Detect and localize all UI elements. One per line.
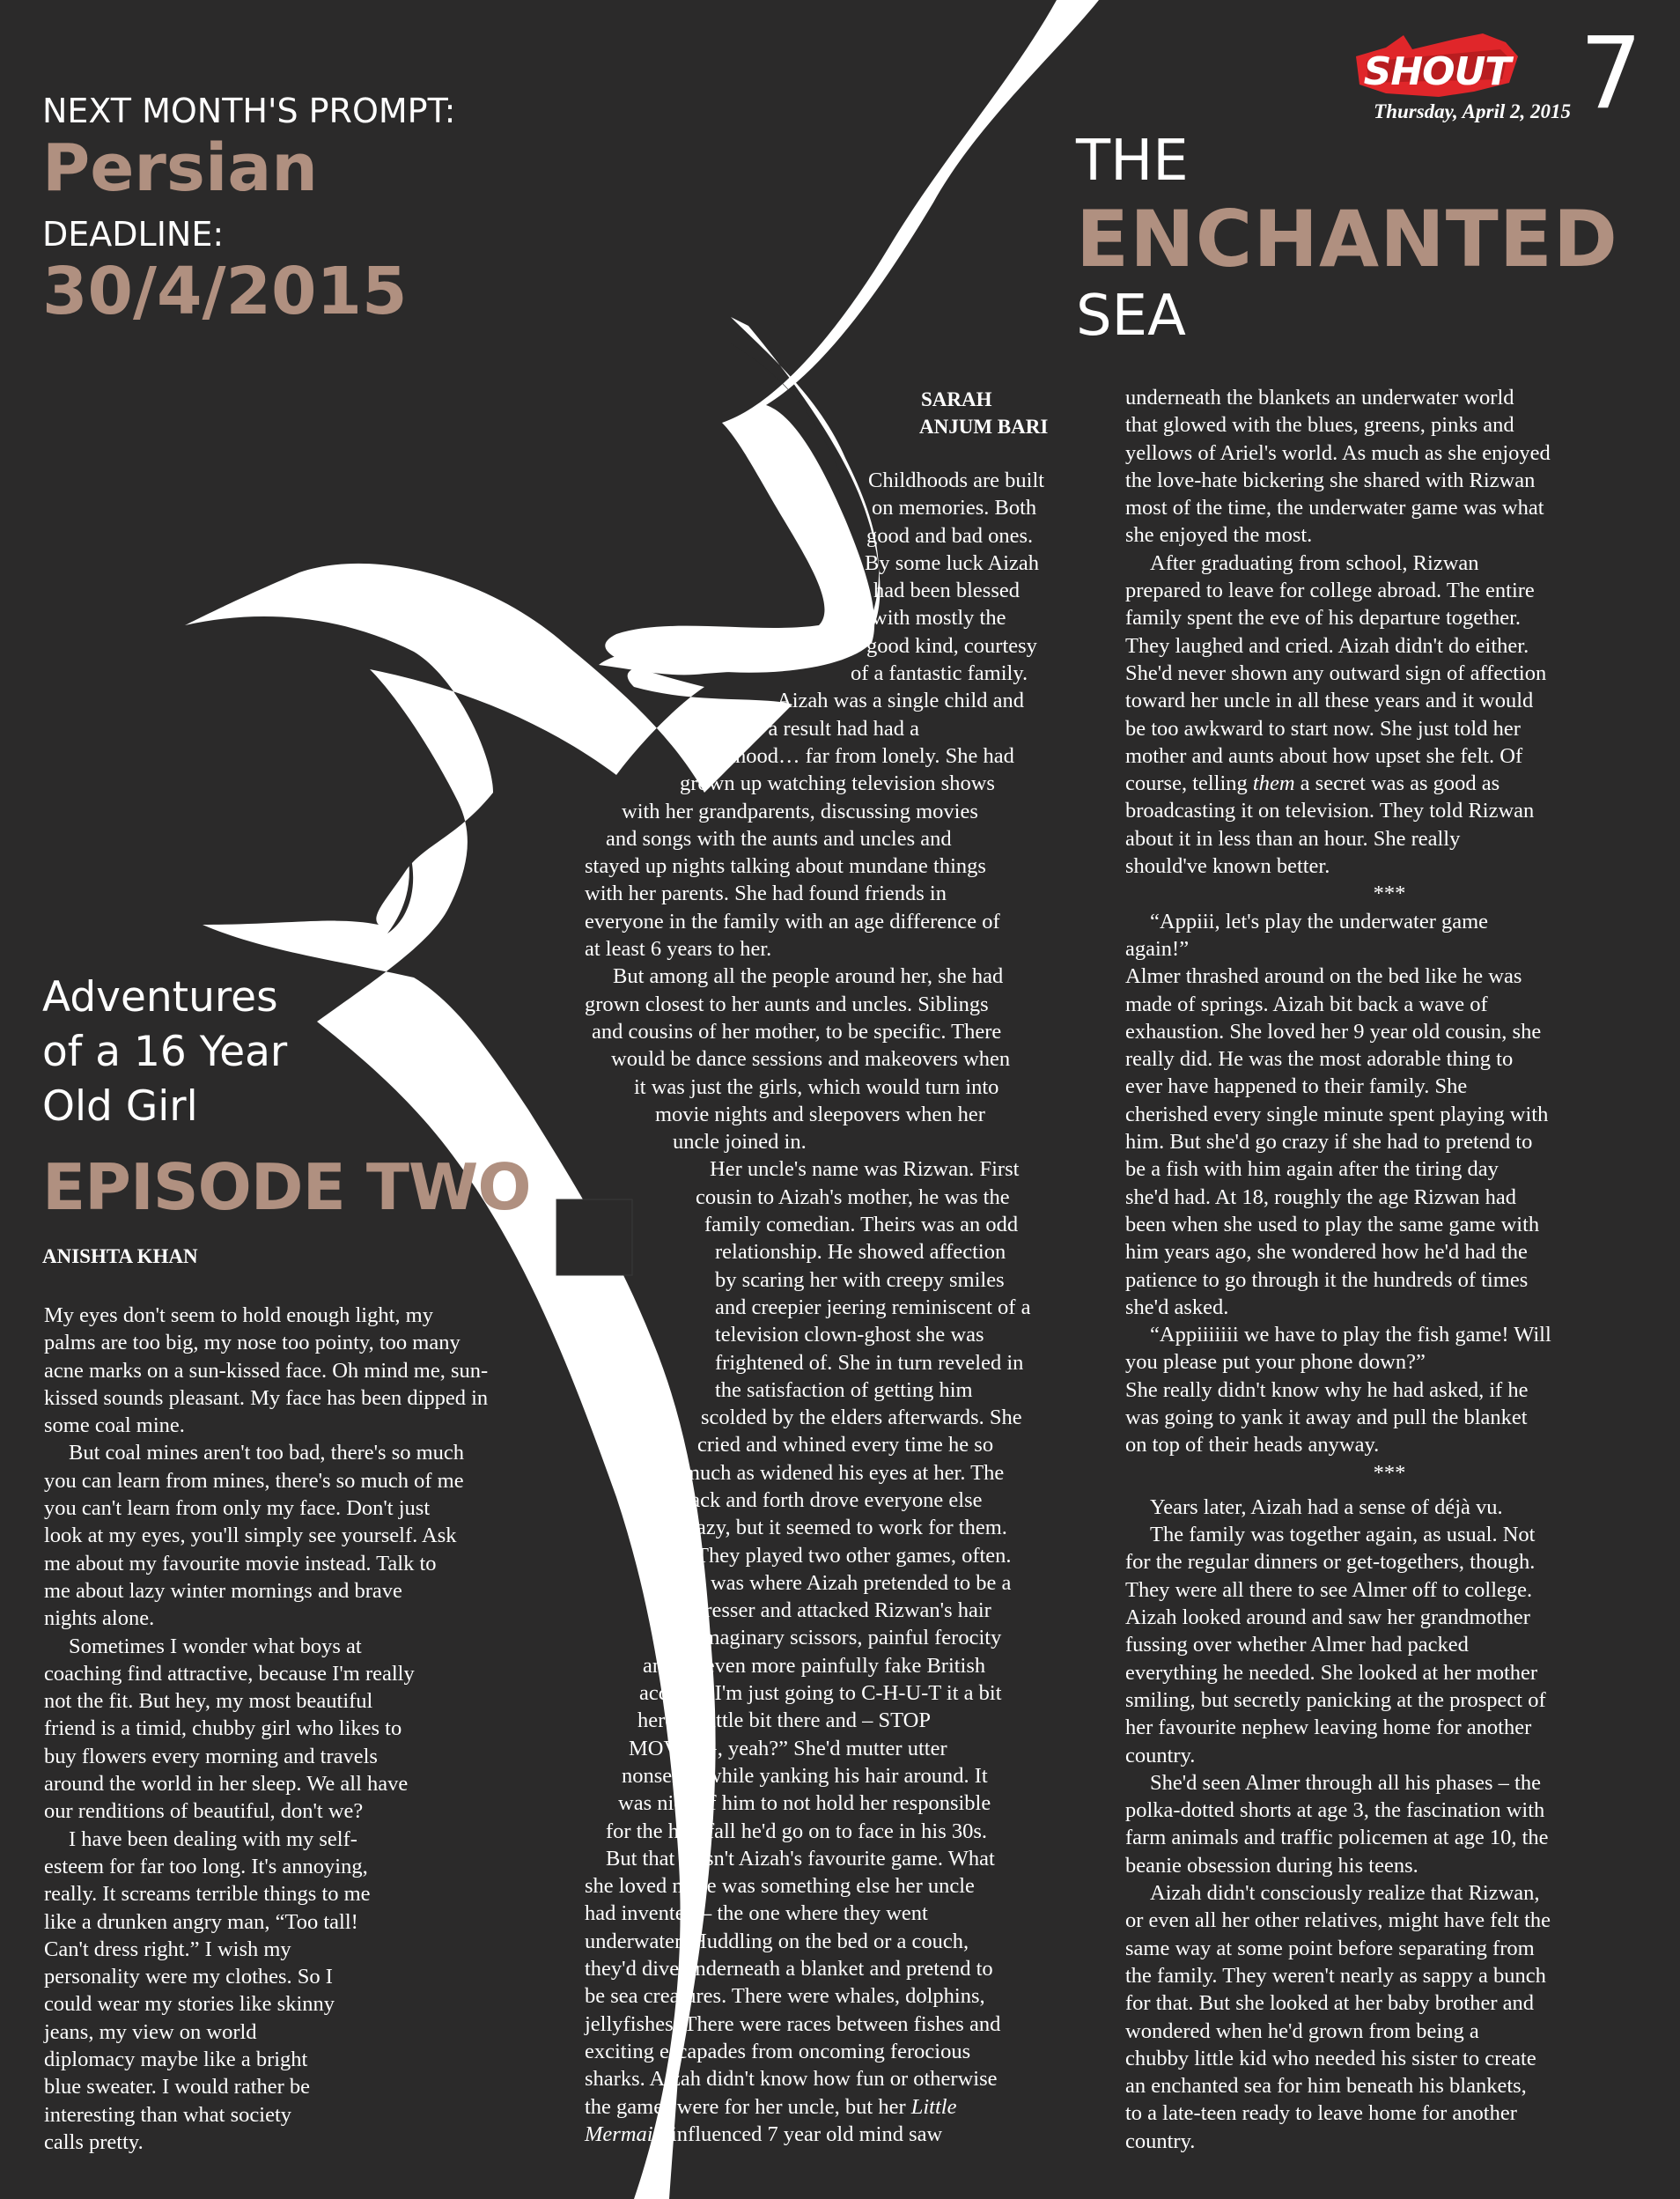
- story1-col2-line: “Appiii, let's play the underwater game: [1150, 909, 1489, 933]
- story1-col1-italic-little: Little: [910, 2094, 957, 2119]
- story1-col2-line: him years ago, she wondered how he'd had the: [1125, 1240, 1528, 1265]
- story1-col1-line: had been blessed: [873, 579, 1020, 603]
- story1-col2-line: They were all there to see Almer off to college.: [1125, 1577, 1533, 1602]
- story1-col1-line: movie nights and sleepovers when her: [655, 1102, 985, 1126]
- story1-col2-line: her favourite nephew leaving home for another: [1125, 1716, 1532, 1740]
- story1-column-1: [581, 467, 1092, 2148]
- logo-text: SHOUT: [1363, 49, 1511, 94]
- story1-col2-line: They laughed and cried. Aizah didn't do either.: [1125, 633, 1529, 658]
- story1-col2-line-with-italic: [1125, 770, 1654, 797]
- story1-col2-line: After graduating from school, Rizwan: [1150, 550, 1479, 575]
- story1-col1-line: grown up watching television shows: [680, 771, 995, 796]
- story1-col1-line-tail: -influenced 7 year old mind saw: [663, 2122, 943, 2146]
- story2-line: friend is a timid, chubby girl who likes to: [44, 1716, 402, 1741]
- prompt-value: Persian: [42, 130, 318, 206]
- story2-line: esteem for far too long. It's annoying,: [44, 1854, 368, 1878]
- story2-line: like a drunken angry man, “Too tall!: [44, 1909, 358, 1934]
- story1-col1-line: cousin to Aizah's mother, he was the: [696, 1184, 1010, 1209]
- story1-col2-line: Aizah looked around and saw her grandmother: [1125, 1605, 1530, 1630]
- story1-col1-line: stayed up nights talking about mundane things: [585, 854, 986, 879]
- story1-byline: [921, 386, 1048, 440]
- story1-col2-line: for that. But she looked at her baby brother and: [1125, 1991, 1535, 2016]
- story2-line: jeans, my view on world: [44, 2019, 257, 2044]
- story1-col2-line: cherished every single minute spent playing with: [1125, 1102, 1549, 1126]
- story1-col1-line: accent. “I'm just going to C-H-U-T it a bit: [639, 1681, 1002, 1706]
- story1-col2-line: an enchanted sea for him beneath his blankets,: [1125, 2074, 1527, 2099]
- story2-line: really. It screams terrible things to me: [44, 1882, 371, 1907]
- story1-col2-line: wondered when he'd grown from being a: [1125, 2018, 1479, 2043]
- story1-col1-line: for the hair fall he'd go on to face in his 30s.: [606, 1819, 988, 1843]
- story1-col2-line: smiling, but secretly panicking at the prospect of: [1125, 1687, 1546, 1712]
- story1-col1-line: But among all the people around her, she had: [613, 964, 1004, 989]
- story1-col2-line: most of the time, the underwater game was what: [1125, 496, 1544, 520]
- story1-col2-line: she'd had. At 18, roughly the age Rizwan had: [1125, 1184, 1516, 1209]
- story1-col1-line: childhood… far from lonely. She had: [692, 743, 1014, 768]
- story1-col1-line-head: the games were for her uncle, but her: [585, 2094, 911, 2119]
- story1-col1-line: by scaring her with creepy smiles: [715, 1267, 1005, 1292]
- story1-col1-line: the satisfaction of getting him: [715, 1377, 973, 1402]
- story1-col1-italic-mermaid: Mermaid: [585, 2122, 664, 2146]
- story1-col1-line: and creepier jeering reminiscent of a: [715, 1295, 1031, 1319]
- story2-line: kissed sounds pleasant. My face has been dipped in: [44, 1385, 489, 1410]
- story1-col1-line: frightened of. She in turn reveled in: [715, 1350, 1024, 1375]
- story1-col2-line: country.: [1125, 1743, 1196, 1767]
- story1-col2-line: Aizah didn't consciously realize that Rizwan,: [1150, 1881, 1540, 1906]
- story2-line: interesting than what society: [44, 2102, 291, 2127]
- story1-col1-line: family comedian. Theirs was an odd: [704, 1213, 1019, 1237]
- story1-byline-line1: SARAH: [921, 388, 992, 410]
- story2-line: I have been dealing with my self-: [69, 1826, 357, 1851]
- story1-col1-line: with mostly the: [872, 606, 1006, 631]
- story1-col1-line: and songs with the aunts and uncles and: [606, 826, 952, 851]
- story1-col1-line: cried and whined every time he so: [697, 1433, 994, 1457]
- story1-col2-line: country.: [1125, 2129, 1196, 2153]
- story1-title-sea: SEA: [1076, 284, 1186, 349]
- story1-col1-line: crazy, but it seemed to work for them.: [680, 1516, 1007, 1540]
- story1-col1-line: uncle joined in.: [673, 1130, 807, 1155]
- story1-col1-line: she loved more was something else her uncle: [585, 1874, 975, 1899]
- story1-col2-line: was going to yank it away and pull the blanket: [1125, 1405, 1528, 1429]
- page-number: 7: [1580, 17, 1643, 131]
- story1-col1-line: at least 6 years to her.: [585, 937, 772, 962]
- story1-byline-line2: ANJUM BARI: [919, 416, 1049, 438]
- story1-col2-line: should've known better.: [1125, 854, 1330, 879]
- story1-col1-line: was nice of him to not hold her responsible: [618, 1791, 991, 1816]
- story1-col1-line-with-italic: [581, 2121, 1092, 2148]
- story1-col2-line: Almer thrashed around on the bed like he was: [1125, 964, 1522, 989]
- story1-col2-line: yellows of Ariel's world. As much as she enjoyed: [1125, 440, 1551, 465]
- story2-line: diplomacy maybe like a bright: [44, 2048, 308, 2072]
- story1-col1-line: Childhoods are built: [868, 469, 1045, 492]
- story1-col2-line: be too awkward to start now. She just told her: [1125, 716, 1521, 741]
- issue-date: Thursday, April 2, 2015: [1374, 100, 1571, 122]
- story2-line: personality were my clothes. So I: [44, 1965, 333, 1989]
- story2-title-line2: of a 16 Year: [42, 1028, 288, 1076]
- story1-col1-line: good kind, courtesy: [866, 633, 1037, 658]
- story1-col2-line: to a late-teen ready to leave home for another: [1125, 2101, 1517, 2126]
- deadline-label: DEADLINE:: [42, 215, 225, 254]
- section-break-stars: ***: [1373, 882, 1406, 906]
- story1-col1-line: MOVING, yeah?” She'd mutter utter: [629, 1736, 947, 1760]
- story1-col1-line: on memories. Both: [872, 496, 1037, 520]
- story1-col1-line: jellyfishes. There were races between fishes and: [585, 2011, 1001, 2036]
- story2-body: [44, 1302, 590, 2156]
- story1-col2-line: The family was together again, as usual. Not: [1150, 1523, 1536, 1547]
- prompt-label: NEXT MONTH'S PROMPT:: [42, 92, 456, 130]
- story2-line: not the fit. But hey, my most beautiful: [44, 1689, 373, 1714]
- story2-line: you can't learn from only my face. Don't just: [44, 1496, 431, 1521]
- story1-col2-line: ever have happened to their family. She: [1125, 1074, 1468, 1099]
- story1-col2-line: that glowed with the blues, greens, pinks and: [1125, 413, 1514, 438]
- story1-col2-line: mother and aunts about how upset she felt. Of: [1125, 743, 1523, 768]
- deadline-value: 30/4/2015: [42, 254, 408, 329]
- story2-line: blue sweater. I would rather be: [44, 2075, 311, 2099]
- story1-col1-line: and cousins of her mother, to be specific. There: [592, 1019, 1002, 1044]
- story1-col2-line: about it in less than an hour. She really: [1125, 826, 1461, 851]
- story1-col1-line: One was where Aizah pretended to be a: [669, 1570, 1012, 1595]
- story1-col1-line: much as widened his eyes at her. The: [683, 1460, 1005, 1485]
- story1-col2-line: she'd asked.: [1125, 1295, 1229, 1319]
- story1-col1-line: and an even more painfully fake British: [643, 1653, 986, 1678]
- story2-line: buy flowers every morning and travels: [44, 1744, 378, 1768]
- story1-col1-line: nonsense while yanking his hair around. It: [622, 1763, 988, 1788]
- story1-col2-line: toward her uncle in all these years and it would: [1125, 689, 1534, 713]
- story2-line: could wear my stories like skinny: [44, 1992, 335, 2017]
- story1-col2-line-head: course, telling: [1125, 771, 1253, 796]
- story1-col2-line: broadcasting it on television. They told Rizwan: [1125, 799, 1535, 823]
- story1-col1-line: with her grandparents, discussing movies: [622, 799, 978, 823]
- story1-col2-line: again!”: [1125, 936, 1190, 961]
- story1-column-2: [1125, 384, 1654, 2155]
- story1-col2-italic-them: them: [1252, 771, 1295, 796]
- story1-col2-line: everything he needed. She looked at her mother: [1125, 1660, 1538, 1685]
- story1-col2-line: the family. They weren't nearly as sappy a bunch: [1125, 1963, 1546, 1988]
- story1-col2-line: him. But she'd go crazy if she had to pretend to: [1125, 1130, 1533, 1155]
- story1-col1-line: By some luck Aizah: [865, 550, 1040, 575]
- story1-col1-line: sharks. Aizah didn't know how fun or otherwise: [585, 2067, 998, 2092]
- story2-line: My eyes don't seem to hold enough light, my: [44, 1303, 433, 1327]
- story2-line: calls pretty.: [44, 2129, 144, 2154]
- story1-col1-line: underwater. Huddling on the bed or a couch,: [585, 1929, 969, 1953]
- story2-line: look at my eyes, you'll simply see yourself. Ask: [44, 1524, 457, 1548]
- story1-col2-line: on top of their heads anyway.: [1125, 1433, 1380, 1457]
- story1-col1-line: everyone in the family with an age difference of: [585, 909, 1000, 933]
- story1-col1-line: grown closest to her aunts and uncles. Siblings: [585, 992, 989, 1016]
- story1-col1-line: But that wasn't Aizah's favourite game. What: [606, 1846, 995, 1871]
- story2-line: But coal mines aren't too bad, there's so much: [69, 1441, 465, 1465]
- story1-col2-line: made of springs. Aizah bit back a wave of: [1125, 992, 1488, 1016]
- story1-col1-line: it was just the girls, which would turn into: [634, 1074, 999, 1099]
- story2-line: palms are too big, my nose too pointy, too many: [44, 1331, 461, 1355]
- story2-line: around the world in her sleep. We all have: [44, 1772, 409, 1797]
- shout-logo: [1351, 30, 1523, 100]
- story1-col1-line: hairdresser and attacked Rizwan's hair: [660, 1598, 991, 1623]
- story1-col2-line: been when she used to play the same game with: [1125, 1212, 1540, 1236]
- story2-line: you can learn from mines, there's so much of me: [44, 1468, 464, 1493]
- story1-col2-line: for the regular dinners or get-togethers, though.: [1125, 1550, 1536, 1575]
- story1-col1-line: with imaginary scissors, painful ferocity: [653, 1626, 1002, 1650]
- story2-line: our renditions of beautiful, don't we?: [44, 1799, 364, 1824]
- story1-col1-line: back and forth drove everyone else: [680, 1487, 983, 1512]
- story1-title-the: THE: [1076, 129, 1189, 194]
- story1-col1-line: Aizah was a single child and: [777, 689, 1024, 713]
- story2-title: [42, 970, 287, 1134]
- story1-col1-line: television clown-ghost she was: [715, 1323, 984, 1347]
- story1-col1-line: be sea creatures. There were whales, dolphins,: [585, 1984, 985, 2009]
- story1-col1-line: relationship. He showed affection: [715, 1240, 1006, 1265]
- story2-line: Sometimes I wonder what boys at: [69, 1634, 362, 1658]
- story2-line: acne marks on a sun-kissed face. Oh mind me, sun-: [44, 1358, 489, 1383]
- story1-col2-line: or even all her other relatives, might have felt the: [1125, 1908, 1551, 1933]
- story1-col1-line: scolded by the elders afterwards. She: [701, 1406, 1022, 1430]
- story1-col1-line: with her parents. She had found friends in: [585, 882, 947, 906]
- story2-line: coaching find attractive, because I'm really: [44, 1661, 415, 1686]
- story2-title-line3: Old Girl: [42, 1082, 198, 1131]
- story2-line: me about lazy winter mornings and brave: [44, 1578, 402, 1603]
- story2-line: Can't dress right.” I wish my: [44, 1937, 291, 1961]
- story1-col1-line: They played two other games, often.: [696, 1543, 1012, 1568]
- story1-col2-line: same way at some point before separating from: [1125, 1936, 1535, 1960]
- story1-col2-line: chubby little kid who needed his sister to create: [1125, 2046, 1536, 2070]
- story2-title-line1: Adventures: [42, 973, 278, 1022]
- story1-col2-line: prepared to leave for college abroad. The entire: [1125, 579, 1535, 603]
- story1-col2-line: underneath the blankets an underwater world: [1125, 386, 1514, 410]
- story1-col1-line: good and bad ones.: [866, 523, 1034, 548]
- story1-col1-line: they'd dive underneath a blanket and pretend to: [585, 1957, 993, 1981]
- story1-col2-line: the love-hate bickering she shared with Rizwan: [1125, 468, 1536, 492]
- story1-col2-line: she enjoyed the most.: [1125, 523, 1313, 548]
- story1-col1-line: had invented – the one where they went: [585, 1901, 928, 1926]
- story1-col2-line: really did. He was the most adorable thing to: [1125, 1047, 1514, 1072]
- story2-line: me about my favourite movie instead. Talk to: [44, 1551, 437, 1575]
- story2-line: nights alone.: [44, 1606, 155, 1631]
- story1-col2-line: be a fish with him again after the tiring day: [1125, 1157, 1499, 1182]
- story1-col2-line: fussing over whether Almer had packed: [1125, 1633, 1469, 1657]
- story2-line: some coal mine.: [44, 1413, 185, 1438]
- story1-col1-line: Her uncle's name was Rizwan. First: [710, 1157, 1020, 1182]
- story1-col2-line: exhaustion. She loved her 9 year old cousin, she: [1125, 1019, 1542, 1044]
- story1-col1-line-with-italic: [581, 2093, 1092, 2121]
- story1-col2-line: She really didn't know why he had asked, if he: [1125, 1377, 1529, 1402]
- story1-col2-line: patience to go through it the hundreds of times: [1125, 1267, 1529, 1292]
- story1-col2-line: you please put your phone down?”: [1125, 1350, 1426, 1375]
- story1-col1-line: as a result had had a: [745, 716, 919, 741]
- section-break-stars: ***: [1373, 1460, 1406, 1485]
- story1-col2-line: family spent the eve of his departure together.: [1125, 606, 1522, 631]
- story1-col1-line: would be dance sessions and makeovers when: [611, 1047, 1011, 1072]
- story1-col2-line: farm animals and traffic policemen at age 10, the: [1125, 1826, 1549, 1850]
- story1-col2-line: polka-dotted shorts at age 3, the fascination with: [1125, 1798, 1545, 1823]
- story1-col2-line: She'd seen Almer through all his phases – the: [1150, 1770, 1541, 1795]
- story1-col1-line: of a fantastic family.: [851, 661, 1028, 686]
- story1-col2-line-rest: a secret was as good as: [1300, 771, 1500, 796]
- story2-episode: EPISODE TWO: [42, 1150, 531, 1224]
- story1-col2-line: She'd never shown any outward sign of affection: [1125, 660, 1547, 685]
- story1-col2-line: Years later, Aizah had a sense of déjà vu.: [1150, 1494, 1503, 1519]
- story1-col2-line: “Appiiiiiii we have to play the fish game! Will: [1150, 1323, 1551, 1347]
- story1-col1-line: here. A little bit there and – STOP: [637, 1708, 931, 1733]
- story2-byline: ANISHTA KHAN: [42, 1245, 198, 1267]
- story1-col2-line: beanie obsession during his teens.: [1125, 1853, 1418, 1878]
- story1-col1-line: exciting escapades from oncoming ferocious: [585, 2039, 971, 2063]
- story1-title-enchanted: ENCHANTED: [1076, 194, 1618, 284]
